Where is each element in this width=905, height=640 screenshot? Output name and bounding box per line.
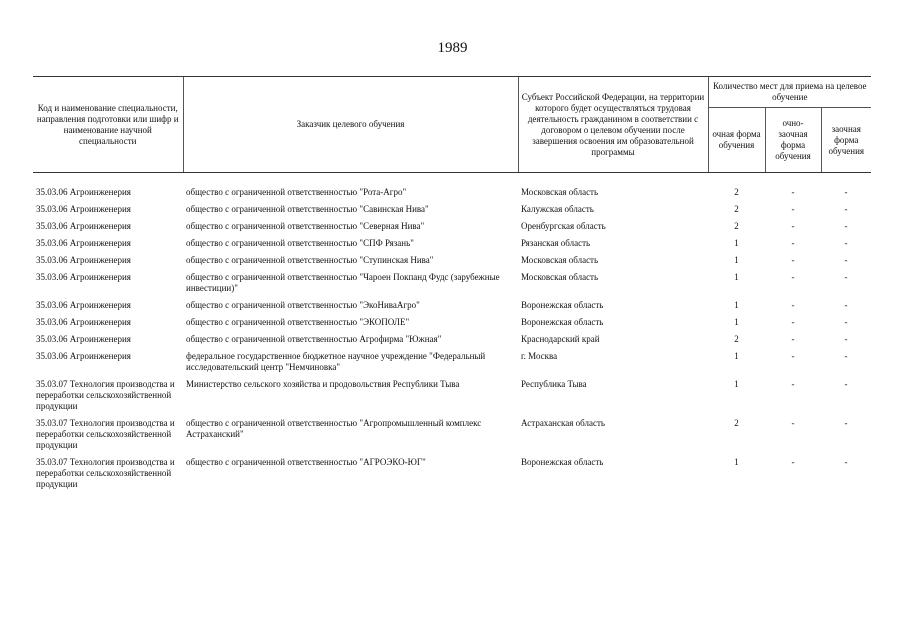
row-region: Астраханская область xyxy=(521,418,605,428)
row-customer: общество с ограниченной ответственностью "Чароен Покпанд Фудс (зарубежные инвестиции)" xyxy=(186,272,500,293)
row-correspondence: - xyxy=(844,204,848,214)
row-customer: общество с ограниченной ответственностью "ЭкоНиваАгро" xyxy=(186,300,420,310)
row-code: 35.03.07 Технология производства и переработки сельскохозяйственной продукции xyxy=(36,457,175,489)
row-fulltime: 1 xyxy=(734,238,739,248)
row-region: Краснодарский край xyxy=(521,334,600,344)
header-region: Субъект Российской Федерации, на территории которого будет осуществляться трудовая деятельность гражданином в соответствии с договором о целевом обучении после завершения освоения им образовательной программы xyxy=(518,77,708,173)
row-code: 35.03.06 Агроинженерия xyxy=(36,351,131,361)
header-correspondence: заочная форма обучения xyxy=(821,108,871,173)
header-customer: Заказчик целевого обучения xyxy=(183,77,518,173)
row-code: 35.03.06 Агроинженерия xyxy=(36,187,131,197)
row-fulltime: 2 xyxy=(734,204,739,214)
row-fulltime: 1 xyxy=(734,300,739,310)
row-code: 35.03.06 Агроинженерия xyxy=(36,272,131,282)
table-row xyxy=(33,270,871,298)
row-correspondence: - xyxy=(844,418,848,428)
row-correspondence: - xyxy=(844,457,848,467)
row-correspondence: - xyxy=(844,238,848,248)
row-code: 35.03.07 Технология производства и переработки сельскохозяйственной продукции xyxy=(36,418,175,450)
table-row xyxy=(33,298,871,315)
row-correspondence: - xyxy=(844,221,848,231)
table-row xyxy=(33,219,871,236)
row-fulltime: 1 xyxy=(734,351,739,361)
row-parttime: - xyxy=(791,272,795,282)
row-region: Оренбургская область xyxy=(521,221,606,231)
header-fulltime: очная форма обучения xyxy=(708,108,765,173)
page-number: 1989 xyxy=(437,40,468,56)
row-region: Рязанская область xyxy=(521,238,591,248)
target-training-table xyxy=(33,76,871,494)
row-code: 35.03.07 Технология производства и переработки сельскохозяйственной продукции xyxy=(36,379,175,411)
row-parttime: - xyxy=(791,334,795,344)
table-row xyxy=(33,332,871,349)
row-correspondence: - xyxy=(844,300,848,310)
row-customer: общество с ограниченной ответственностью "Рота-Агро" xyxy=(186,187,407,197)
row-parttime: - xyxy=(791,300,795,310)
row-region: Республика Тыва xyxy=(521,379,587,389)
table-row xyxy=(33,315,871,332)
table-row xyxy=(33,236,871,253)
row-fulltime: 2 xyxy=(734,221,739,231)
row-correspondence: - xyxy=(844,317,848,327)
row-code: 35.03.06 Агроинженерия xyxy=(36,334,131,344)
row-parttime: - xyxy=(791,204,795,214)
row-fulltime: 1 xyxy=(734,379,739,389)
row-code: 35.03.06 Агроинженерия xyxy=(36,238,131,248)
row-region: Воронежская область xyxy=(521,300,604,310)
row-fulltime: 1 xyxy=(734,457,739,467)
row-fulltime: 1 xyxy=(734,255,739,265)
row-code: 35.03.06 Агроинженерия xyxy=(36,317,131,327)
row-fulltime: 1 xyxy=(734,272,739,282)
table-row xyxy=(33,377,871,416)
table-row xyxy=(33,349,871,377)
header-parttime: очно-заочная форма обучения xyxy=(765,108,821,173)
table-row xyxy=(33,416,871,455)
row-parttime: - xyxy=(791,418,795,428)
row-correspondence: - xyxy=(844,187,848,197)
table-row xyxy=(33,253,871,270)
row-region: Калужская область xyxy=(521,204,594,214)
row-customer: общество с ограниченной ответственностью "Савинская Нива" xyxy=(186,204,429,214)
row-customer: федеральное государственное бюджетное научное учреждение "Федеральный исследовательский центр "Немчиновка" xyxy=(186,351,486,372)
row-correspondence: - xyxy=(844,351,848,361)
row-region: Воронежская область xyxy=(521,457,604,467)
row-fulltime: 2 xyxy=(734,334,739,344)
row-customer: общество с ограниченной ответственностью "Северная Нива" xyxy=(186,221,425,231)
row-customer: общество с ограниченной ответственностью "СПФ Рязань" xyxy=(186,238,414,248)
table-row xyxy=(33,455,871,494)
row-region: Воронежская область xyxy=(521,317,604,327)
row-fulltime: 2 xyxy=(734,418,739,428)
row-region: г. Москва xyxy=(521,351,558,361)
row-code: 35.03.06 Агроинженерия xyxy=(36,255,131,265)
row-parttime: - xyxy=(791,238,795,248)
row-code: 35.03.06 Агроинженерия xyxy=(36,204,131,214)
row-region: Московская область xyxy=(521,187,599,197)
row-fulltime: 2 xyxy=(734,187,739,197)
row-region: Московская область xyxy=(521,255,599,265)
table-row xyxy=(33,185,871,202)
header-places: Количество мест для приема на целевое обучение xyxy=(708,77,871,108)
row-parttime: - xyxy=(791,457,795,467)
table-row xyxy=(33,202,871,219)
row-customer: общество с ограниченной ответственностью "ЭКОПОЛЕ" xyxy=(186,317,410,327)
row-correspondence: - xyxy=(844,379,848,389)
row-parttime: - xyxy=(791,379,795,389)
row-correspondence: - xyxy=(844,334,848,344)
row-customer: Министерство сельского хозяйства и продовольствия Республики Тыва xyxy=(186,379,460,389)
row-parttime: - xyxy=(791,221,795,231)
row-correspondence: - xyxy=(844,255,848,265)
row-customer: общество с ограниченной ответственностью "Агропромышленный комплекс Астраханский" xyxy=(186,418,482,439)
row-code: 35.03.06 Агроинженерия xyxy=(36,221,131,231)
row-customer: общество с ограниченной ответственностью Агрофирма "Южная" xyxy=(186,334,442,344)
row-parttime: - xyxy=(791,351,795,361)
row-parttime: - xyxy=(791,187,795,197)
row-region: Московская область xyxy=(521,272,599,282)
header-code: Код и наименование специальности, направления подготовки или шифр и наименование научной специальности xyxy=(33,77,183,173)
row-fulltime: 1 xyxy=(734,317,739,327)
row-customer: общество с ограниченной ответственностью "АГРОЭКО-ЮГ" xyxy=(186,457,426,467)
row-code: 35.03.06 Агроинженерия xyxy=(36,300,131,310)
row-parttime: - xyxy=(791,317,795,327)
row-customer: общество с ограниченной ответственностью "Ступинская Нива" xyxy=(186,255,434,265)
row-correspondence: - xyxy=(844,272,848,282)
row-parttime: - xyxy=(791,255,795,265)
